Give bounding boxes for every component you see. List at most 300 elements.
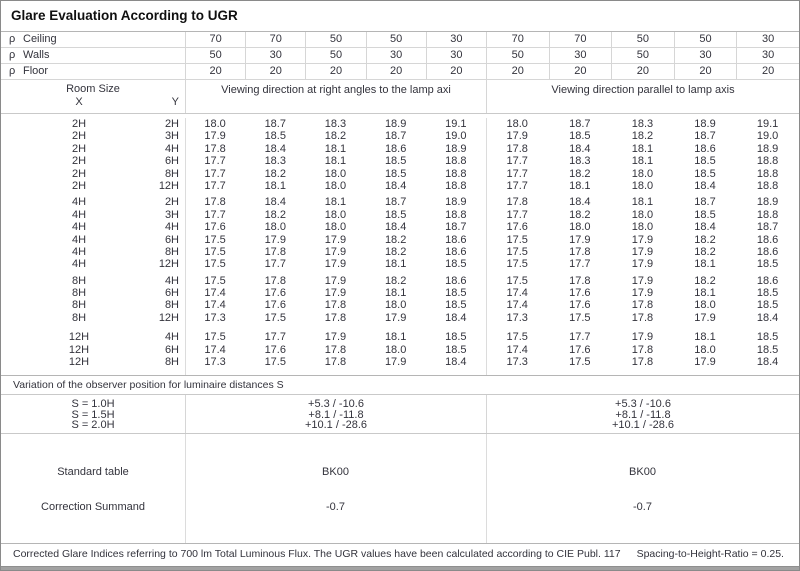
room-size-y-value: 3H (164, 130, 179, 143)
footer-ratio-text: Spacing-to-Height-Ratio = 0.25. (636, 548, 784, 560)
reflectance-value: 30 (736, 48, 799, 63)
room-size-x-value: 4H (71, 245, 87, 258)
reflectance-value: 30 (736, 32, 799, 47)
ugr-row (1, 143, 799, 155)
column-divider (185, 118, 186, 375)
ugr-values-area (1, 118, 799, 376)
ugr-value-right-angle: 17.4 (204, 299, 226, 312)
ugr-value-parallel: 19.0 (756, 130, 779, 143)
ugr-value-right-angle: 18.2 (324, 130, 347, 143)
ugr-value-right-angle: 18.3 (264, 155, 286, 168)
room-size-y-value: 4H (164, 331, 179, 344)
ugr-value-parallel: 17.9 (631, 245, 654, 258)
reflectance-value: 20 (245, 64, 305, 79)
reflectance-value: 50 (185, 48, 245, 63)
ugr-value-parallel: 18.5 (694, 208, 716, 221)
ugr-value-parallel: 18.0 (631, 221, 654, 234)
ugr-value-parallel: 18.5 (756, 287, 779, 300)
ugr-value-right-angle: 18.6 (384, 142, 407, 155)
ugr-value-right-angle: 17.7 (204, 208, 226, 221)
ugr-value-parallel: 18.9 (756, 196, 779, 209)
ugr-value-right-angle: 18.4 (445, 356, 467, 369)
ugr-value-right-angle: 17.7 (204, 155, 226, 168)
ugr-block (1, 118, 799, 192)
room-size-x-value: 4H (71, 196, 87, 209)
ugr-value-parallel: 18.2 (694, 233, 716, 246)
reflectance-value: 20 (486, 64, 549, 79)
ugr-value-parallel: 18.1 (631, 155, 654, 168)
ugr-value-parallel: 18.4 (569, 196, 591, 209)
ugr-value-right-angle: 17.9 (384, 311, 407, 324)
reflectance-value: 50 (305, 48, 365, 63)
ugr-value-right-angle: 18.0 (384, 299, 407, 312)
ugr-value-parallel: 17.8 (506, 142, 528, 155)
ugr-value-parallel: 18.7 (694, 196, 716, 209)
ugr-value-parallel: 18.5 (694, 167, 716, 180)
ugr-value-parallel: 17.9 (631, 233, 654, 246)
ugr-block (1, 196, 799, 270)
ugr-value-right-angle: 19.1 (445, 118, 467, 130)
ugr-value-right-angle: 17.8 (204, 142, 226, 155)
ugr-row (1, 275, 799, 287)
ugr-value-right-angle: 18.1 (324, 196, 347, 209)
reflectance-value: 50 (305, 32, 365, 47)
ugr-row (1, 155, 799, 167)
reflectance-value: 70 (245, 32, 305, 47)
ugr-value-parallel: 17.7 (569, 258, 591, 271)
ugr-value-right-angle: 18.2 (264, 167, 286, 180)
summary-section (1, 434, 799, 544)
room-size-y-value: 3H (164, 208, 179, 221)
ugr-value-right-angle: 17.4 (204, 287, 226, 300)
ugr-value-parallel: 17.5 (569, 356, 591, 369)
ugr-value-right-angle: 18.9 (384, 118, 407, 130)
ugr-value-parallel: 18.7 (756, 221, 779, 234)
column-divider (486, 118, 487, 375)
room-size-y-value: 4H (164, 221, 179, 234)
ugr-value-parallel: 18.6 (756, 245, 779, 258)
variation-heading: Variation of the observer position for luminaire distances S (1, 376, 799, 395)
ugr-value-parallel: 19.1 (756, 118, 779, 130)
room-size-y-value: 8H (164, 167, 179, 180)
ugr-value-parallel: 17.9 (631, 274, 654, 287)
footer-flux-text: Corrected Glare Indices referring to 700 lm Total Luminous Flux. The UGR values have been calculated according to CIE Publ. 117 (13, 548, 621, 560)
reflectance-value: 20 (366, 64, 426, 79)
standard-table-value: BK00 (322, 466, 349, 478)
ugr-value-right-angle: 18.4 (445, 311, 467, 324)
s-variation-values-parallel (486, 395, 799, 433)
ugr-row (1, 287, 799, 299)
ugr-value-right-angle: 18.1 (384, 331, 407, 344)
standard-table-value: BK00 (629, 466, 656, 478)
ugr-value-right-angle: 18.3 (324, 118, 347, 130)
reflectance-surface-label: Floor (23, 65, 49, 77)
ugr-value-right-angle: 19.0 (445, 130, 467, 143)
ugr-value-parallel: 18.4 (569, 142, 591, 155)
s-variation-value: +8.1 / -11.8 (308, 408, 364, 421)
ugr-value-right-angle: 17.5 (204, 274, 226, 287)
reflectance-value: 30 (426, 32, 486, 47)
reflectance-value: 70 (486, 32, 549, 47)
ugr-value-right-angle: 17.4 (204, 343, 226, 356)
rho-symbol: ρ (9, 33, 16, 45)
room-size-x-value: 4H (71, 233, 87, 246)
ugr-value-parallel: 18.0 (694, 299, 716, 312)
ugr-value-right-angle: 18.0 (264, 221, 286, 234)
room-size-y-value: 6H (164, 155, 179, 168)
ugr-value-right-angle: 17.7 (264, 258, 286, 271)
ugr-value-parallel: 17.5 (506, 274, 528, 287)
ugr-value-parallel: 18.0 (506, 118, 528, 130)
reflectance-value: 20 (426, 64, 486, 79)
room-size-y-value: 8H (164, 299, 179, 312)
ugr-row (1, 331, 799, 343)
reflectance-table (1, 32, 799, 80)
ugr-value-right-angle: 18.0 (324, 167, 347, 180)
ugr-value-right-angle: 17.9 (384, 356, 407, 369)
ugr-value-parallel: 17.9 (694, 356, 716, 369)
ugr-value-parallel: 18.5 (569, 130, 591, 143)
ugr-value-right-angle: 17.8 (264, 245, 286, 258)
ugr-row (1, 196, 799, 208)
room-size-x-value: 12H (68, 343, 90, 356)
ugr-value-right-angle: 17.3 (204, 311, 226, 324)
room-size-y-value: 8H (164, 245, 179, 258)
ugr-value-right-angle: 17.9 (324, 245, 347, 258)
ugr-value-parallel: 18.5 (756, 331, 779, 344)
ugr-value-right-angle: 18.7 (384, 130, 407, 143)
ugr-value-parallel: 17.6 (569, 299, 591, 312)
ugr-value-right-angle: 18.8 (445, 155, 467, 168)
ugr-value-parallel: 17.5 (506, 258, 528, 271)
ugr-value-right-angle: 17.9 (204, 130, 226, 143)
ugr-value-right-angle: 18.5 (445, 343, 467, 356)
reflectance-row (1, 32, 799, 48)
ugr-value-right-angle: 18.0 (324, 221, 347, 234)
room-size-x-value: 12H (68, 356, 90, 369)
ugr-value-parallel: 17.9 (631, 331, 654, 344)
ugr-value-parallel: 17.5 (506, 331, 528, 344)
room-size-x-value: 8H (71, 311, 87, 324)
room-size-x-value: 2H (71, 155, 87, 168)
ugr-row (1, 168, 799, 180)
ugr-value-right-angle: 17.7 (204, 179, 226, 192)
ugr-value-right-angle: 18.5 (384, 208, 407, 221)
ugr-value-right-angle: 17.9 (324, 233, 347, 246)
ugr-row (1, 312, 799, 324)
ugr-value-parallel: 17.9 (506, 130, 528, 143)
ugr-value-right-angle: 17.3 (204, 356, 226, 369)
reflectance-value: 50 (674, 32, 737, 47)
room-size-x-value: 2H (71, 142, 87, 155)
ugr-value-parallel: 17.6 (569, 287, 591, 300)
ugr-value-right-angle: 17.9 (324, 331, 347, 344)
ugr-value-right-angle: 18.5 (384, 155, 407, 168)
horizontal-scrollbar[interactable] (1, 566, 799, 571)
ugr-value-right-angle: 18.8 (445, 167, 467, 180)
ugr-value-parallel: 18.5 (756, 258, 779, 271)
ugr-value-right-angle: 18.5 (445, 331, 467, 344)
ugr-value-right-angle: 17.6 (264, 287, 286, 300)
reflectance-value: 20 (611, 64, 674, 79)
room-size-x-value: 2H (71, 118, 87, 130)
ugr-value-right-angle: 18.1 (384, 258, 407, 271)
ugr-value-right-angle: 18.6 (445, 233, 467, 246)
ugr-value-right-angle: 18.2 (384, 233, 407, 246)
room-size-y-value: 8H (164, 356, 179, 369)
ugr-value-right-angle: 18.8 (445, 208, 467, 221)
ugr-value-right-angle: 18.0 (384, 343, 407, 356)
ugr-value-right-angle: 17.8 (324, 299, 347, 312)
reflectance-label (1, 32, 185, 47)
ugr-value-right-angle: 17.8 (264, 274, 286, 287)
ugr-value-parallel: 18.3 (631, 118, 654, 130)
ugr-row (1, 209, 799, 221)
ugr-value-parallel: 18.0 (631, 208, 654, 221)
ugr-value-parallel: 17.7 (506, 167, 528, 180)
ugr-value-parallel: 18.8 (756, 155, 779, 168)
reflectance-value: 50 (611, 48, 674, 63)
room-size-x-value: 8H (71, 299, 87, 312)
room-size-x-value: 8H (71, 287, 87, 300)
room-size-x-value: 2H (71, 167, 87, 180)
reflectance-value: 30 (674, 48, 737, 63)
ugr-value-right-angle: 18.7 (384, 196, 407, 209)
ugr-value-parallel: 17.8 (631, 299, 654, 312)
page-title: Glare Evaluation According to UGR (1, 1, 799, 32)
ugr-value-parallel: 17.4 (506, 287, 528, 300)
room-size-x-value: 2H (71, 179, 87, 192)
ugr-value-right-angle: 18.5 (445, 258, 467, 271)
ugr-value-parallel: 18.9 (694, 118, 716, 130)
room-size-y-value: 6H (164, 233, 179, 246)
ugr-block (1, 331, 799, 368)
s-variation-value: +5.3 / -10.6 (615, 398, 671, 410)
ugr-value-parallel: 18.6 (694, 142, 716, 155)
ugr-value-parallel: 17.7 (506, 208, 528, 221)
ugr-value-parallel: 18.5 (756, 343, 779, 356)
reflectance-value: 70 (549, 32, 612, 47)
room-size-y-value: 6H (164, 343, 179, 356)
room-size-x-value: 8H (71, 274, 87, 287)
ugr-value-right-angle: 17.6 (264, 299, 286, 312)
ugr-value-parallel: 17.9 (631, 287, 654, 300)
ugr-value-right-angle: 18.4 (264, 142, 286, 155)
reflectance-value: 20 (305, 64, 365, 79)
ugr-value-parallel: 17.9 (694, 311, 716, 324)
room-size-y-value: 2H (164, 196, 179, 209)
room-size-axes (1, 96, 185, 111)
s-distance-label: S = 1.0H (71, 398, 115, 410)
reflectance-surface-label: Walls (23, 49, 50, 61)
ugr-value-right-angle: 18.5 (264, 130, 286, 143)
ugr-value-parallel: 17.8 (569, 245, 591, 258)
ugr-value-parallel: 18.7 (569, 118, 591, 130)
ugr-row (1, 246, 799, 258)
correction-summand-label: Correction Summand (41, 501, 145, 513)
ugr-value-right-angle: 17.8 (204, 196, 226, 209)
ugr-value-right-angle: 18.7 (445, 221, 467, 234)
ugr-value-parallel: 17.3 (506, 356, 528, 369)
ugr-value-parallel: 17.8 (506, 196, 528, 209)
ugr-value-parallel: 17.9 (631, 258, 654, 271)
ugr-row (1, 234, 799, 246)
ugr-value-right-angle: 17.7 (204, 167, 226, 180)
reflectance-value: 30 (426, 48, 486, 63)
ugr-value-parallel: 17.4 (506, 299, 528, 312)
ugr-value-parallel: 17.9 (569, 233, 591, 246)
ugr-value-parallel: 18.4 (756, 311, 779, 324)
ugr-value-right-angle: 17.6 (264, 343, 286, 356)
ugr-value-right-angle: 18.5 (384, 167, 407, 180)
room-size-y-value: 12H (158, 311, 179, 324)
ugr-value-parallel: 18.2 (569, 167, 591, 180)
ugr-value-parallel: 17.6 (569, 343, 591, 356)
ugr-value-parallel: 17.5 (506, 245, 528, 258)
ugr-value-parallel: 18.1 (631, 142, 654, 155)
room-size-label: Room Size (66, 83, 120, 95)
ugr-value-parallel: 18.2 (694, 274, 716, 287)
correction-summand-row (1, 501, 799, 513)
ugr-value-parallel: 17.5 (506, 233, 528, 246)
ugr-value-parallel: 18.5 (694, 155, 716, 168)
room-size-y-value: 4H (164, 142, 179, 155)
ugr-value-parallel: 18.0 (631, 179, 654, 192)
ugr-value-parallel: 18.7 (694, 130, 716, 143)
ugr-value-right-angle: 17.9 (324, 287, 347, 300)
room-size-y-value: 12H (158, 179, 179, 192)
reflectance-value: 50 (366, 32, 426, 47)
s-variation-value: +10.1 / -28.6 (304, 419, 368, 432)
ugr-value-right-angle: 17.9 (264, 233, 286, 246)
ugr-value-parallel: 17.8 (569, 274, 591, 287)
ugr-value-right-angle: 18.1 (324, 142, 347, 155)
column-divider (185, 434, 186, 543)
table-header (1, 80, 799, 114)
ugr-value-right-angle: 17.5 (204, 258, 226, 271)
ugr-row (1, 130, 799, 142)
ugr-value-right-angle: 17.9 (324, 258, 347, 271)
ugr-value-parallel: 17.8 (631, 356, 654, 369)
ugr-value-parallel: 18.2 (694, 245, 716, 258)
ugr-value-right-angle: 18.1 (324, 155, 347, 168)
rho-symbol: ρ (9, 49, 16, 61)
reflectance-value: 50 (486, 48, 549, 63)
reflectance-value: 30 (245, 48, 305, 63)
ugr-value-parallel: 18.5 (756, 299, 779, 312)
ugr-value-right-angle: 17.7 (264, 331, 286, 344)
reflectance-value: 20 (549, 64, 612, 79)
ugr-value-right-angle: 18.1 (264, 179, 286, 192)
standard-table-row (1, 466, 799, 478)
room-size-y-value: 2H (164, 118, 179, 130)
ugr-value-parallel: 18.1 (694, 258, 716, 271)
ugr-value-right-angle: 17.9 (324, 274, 347, 287)
reflectance-label (1, 64, 185, 79)
reflectance-row (1, 64, 799, 80)
ugr-value-parallel: 18.0 (631, 167, 654, 180)
ugr-value-right-angle: 18.9 (445, 142, 467, 155)
ugr-value-right-angle: 17.5 (204, 245, 226, 258)
ugr-value-parallel: 17.7 (569, 331, 591, 344)
ugr-value-parallel: 18.1 (694, 331, 716, 344)
reflectance-value: 20 (185, 64, 245, 79)
ugr-value-right-angle: 18.9 (445, 196, 467, 209)
s-variation-values-right-angles (185, 395, 486, 433)
ugr-value-parallel: 18.8 (756, 179, 779, 192)
correction-summand-value: -0.7 (633, 501, 652, 513)
ugr-row (1, 344, 799, 356)
ugr-value-right-angle: 18.8 (445, 179, 467, 192)
ugr-value-right-angle: 17.5 (264, 311, 286, 324)
room-size-header (1, 80, 185, 113)
ugr-value-right-angle: 18.7 (264, 118, 286, 130)
ugr-value-right-angle: 18.6 (445, 245, 467, 258)
ugr-value-parallel: 18.4 (694, 221, 716, 234)
s-variation-value: +5.3 / -10.6 (308, 398, 364, 410)
ugr-value-parallel: 18.6 (756, 274, 779, 287)
ugr-row (1, 258, 799, 270)
ugr-value-parallel: 17.5 (569, 311, 591, 324)
ugr-row (1, 118, 799, 130)
ugr-value-parallel: 18.0 (694, 343, 716, 356)
ugr-value-right-angle: 17.8 (324, 311, 347, 324)
ugr-value-right-angle: 18.1 (384, 287, 407, 300)
ugr-value-parallel: 18.8 (756, 208, 779, 221)
ugr-value-right-angle: 18.6 (445, 274, 467, 287)
ugr-value-right-angle: 18.2 (384, 274, 407, 287)
column-divider (486, 434, 487, 543)
ugr-value-right-angle: 17.5 (264, 356, 286, 369)
ugr-value-parallel: 18.4 (756, 356, 779, 369)
ugr-value-parallel: 18.9 (756, 142, 779, 155)
reflectance-surface-label: Ceiling (23, 33, 57, 45)
reflectance-value: 30 (366, 48, 426, 63)
ugr-value-parallel: 17.3 (506, 311, 528, 324)
room-size-x-value: 4H (71, 258, 87, 271)
room-size-y-value: 12H (158, 258, 179, 271)
s-variation-value: +10.1 / -28.6 (611, 419, 675, 432)
ugr-value-right-angle: 18.2 (264, 208, 286, 221)
ugr-row (1, 356, 799, 368)
s-distance-label: S = 2.0H (71, 419, 115, 432)
ugr-value-parallel: 18.6 (756, 233, 779, 246)
ugr-value-parallel: 17.7 (506, 179, 528, 192)
ugr-value-right-angle: 18.0 (324, 208, 347, 221)
ugr-value-parallel: 18.8 (756, 167, 779, 180)
room-size-y-value: 4H (164, 274, 179, 287)
ugr-value-right-angle: 18.5 (445, 299, 467, 312)
ugr-value-right-angle: 18.0 (324, 179, 347, 192)
ugr-value-parallel: 18.1 (631, 196, 654, 209)
ugr-row (1, 180, 799, 192)
ugr-value-right-angle: 18.4 (384, 221, 407, 234)
ugr-row (1, 299, 799, 311)
s-variation-value: +8.1 / -11.8 (615, 408, 671, 421)
room-size-x-value: 4H (71, 208, 87, 221)
correction-summand-value: -0.7 (326, 501, 345, 513)
reflectance-value: 20 (674, 64, 737, 79)
ugr-value-parallel: 18.2 (631, 130, 654, 143)
reflectance-value: 20 (736, 64, 799, 79)
reflectance-value: 70 (185, 32, 245, 47)
ugr-value-parallel: 17.8 (631, 343, 654, 356)
reflectance-value: 50 (611, 32, 674, 47)
ugr-value-parallel: 18.2 (569, 208, 591, 221)
ugr-value-right-angle: 17.8 (324, 356, 347, 369)
rho-symbol: ρ (9, 65, 16, 77)
reflectance-value: 30 (549, 48, 612, 63)
